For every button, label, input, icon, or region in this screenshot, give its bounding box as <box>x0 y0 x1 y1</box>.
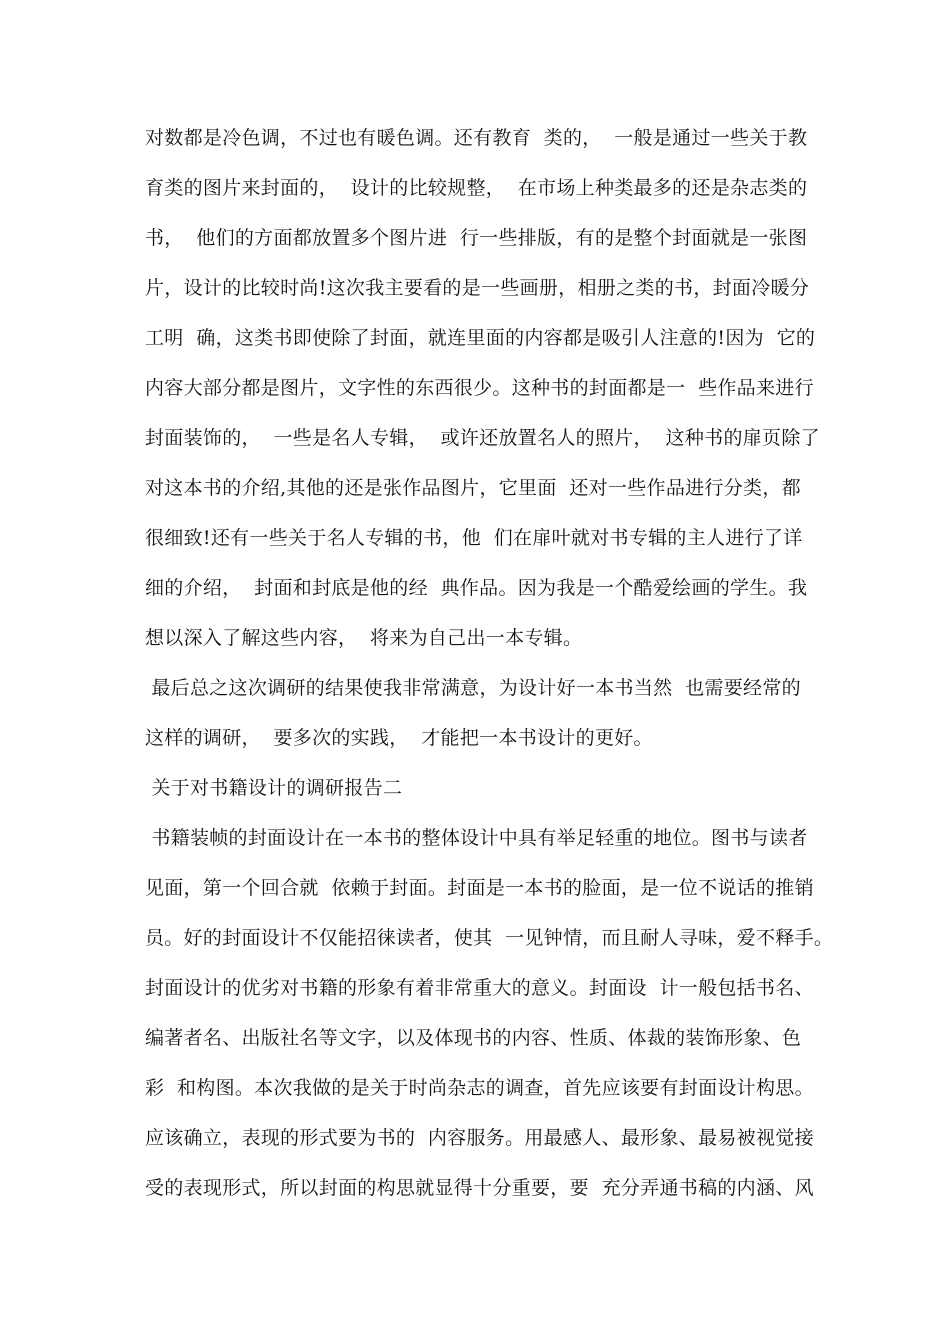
text-line: 彩 和构图。本次我做的是关于时尚杂志的调查，首先应该要有封面设计构思。 <box>145 1077 814 1099</box>
text-line: 封面设计的优劣对书籍的形象有着非常重大的意义。封面设 计一般包括书名、 <box>145 977 814 999</box>
text-line: 很细致!还有一些关于名人专辑的书，他 们在扉叶就对书专辑的主人进行了详 <box>145 527 803 549</box>
text-line: 对数都是冷色调，不过也有暖色调。还有教育 类的， 一般是通过一些关于教 <box>145 127 808 149</box>
text-line: 对这本书的介绍,其他的还是张作品图片，它里面 还对一些作品进行分类，都 <box>145 477 801 499</box>
text-line: 工明 确，这类书即使除了封面，就连里面的内容都是吸引人注意的!因为 它的 <box>145 327 816 349</box>
text-line: 想以深入了解这些内容， 将来为自己出一本专辑。 <box>145 627 583 649</box>
section-heading: 关于对书籍设计的调研报告二 <box>145 777 403 799</box>
paragraph-start-line: 最后总之这次调研的结果使我非常满意，为设计好一本书当然 也需要经常的 <box>145 677 801 699</box>
text-line: 育类的图片来封面的， 设计的比较规整， 在市场上种类最多的还是杂志类的 <box>145 177 808 199</box>
text-line: 片，设计的比较时尚!这次我主要看的是一些画册，相册之类的书，封面冷暖分 <box>145 277 810 299</box>
paragraph-start-line: 书籍装帧的封面设计在一本书的整体设计中具有举足轻重的地位。图书与读者 <box>145 827 808 849</box>
text-line: 受的表现形式，所以封面的构思就显得十分重要，要 充分弄通书稿的内涵、风 <box>145 1177 814 1199</box>
text-line: 书， 他们的方面都放置多个图片进 行一些排版，有的是整个封面就是一张图 <box>145 227 808 249</box>
text-line: 封面装饰的， 一些是名人专辑， 或许还放置名人的照片， 这种书的扉页除了 <box>145 427 820 449</box>
text-line: 编著者名、出版社名等文字，以及体现书的内容、性质、体裁的装饰形象、色 <box>145 1027 802 1049</box>
text-line: 员。好的封面设计不仅能招徕读者，使其 一见钟情，而且耐人寻味，爱不释手。 <box>145 927 834 949</box>
text-line: 这样的调研， 要多次的实践， 才能把一本书设计的更好。 <box>145 727 653 749</box>
text-line: 应该确立，表现的形式要为书的 内容服务。用最感人、最形象、最易被视觉接 <box>145 1127 814 1149</box>
text-line: 内容大部分都是图片，文字性的东西很少。这种书的封面都是一 些作品来进行 <box>145 377 814 399</box>
text-line: 细的介绍， 封面和封底是他的经 典作品。因为我是一个酷爱绘画的学生。我 <box>145 577 808 599</box>
text-line: 见面，第一个回合就 依赖于封面。封面是一本书的脸面，是一位不说话的推销 <box>145 877 814 899</box>
